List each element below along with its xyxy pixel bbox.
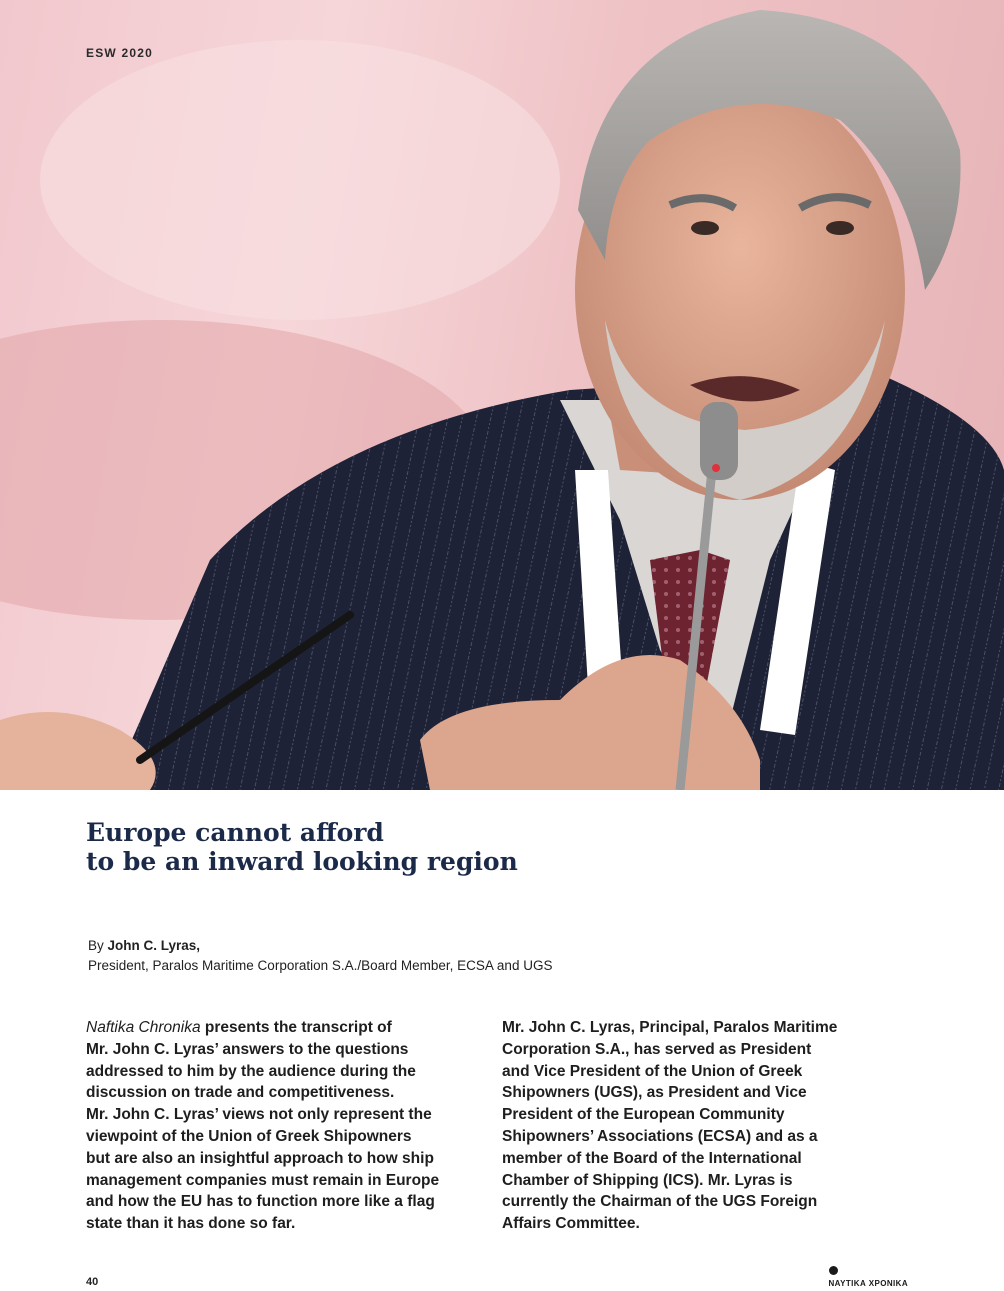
bio-line: Shipowners (UGS), as President and Vice: [502, 1084, 807, 1102]
bio-line: and Vice President of the Union of Greek: [502, 1062, 803, 1080]
publication-name: Naftika Chronika: [86, 1019, 201, 1036]
bio-line: member of the Board of the International: [502, 1149, 802, 1167]
magazine-logo-icon: [829, 1266, 838, 1275]
intro-line: Mr. John C. Lyras’ answers to the questions: [86, 1040, 409, 1058]
magazine-name: ΝΑΥΤΙΚΑ ΧΡΟΝΙΚΑ: [828, 1279, 908, 1288]
byline-author-line: [88, 936, 552, 956]
byline-author: John C. Lyras,: [107, 938, 201, 953]
intro-column-left: [86, 1017, 486, 1235]
article-title-line-2: to be an inward looking region: [86, 847, 518, 876]
intro-line: state than it has done so far.: [86, 1215, 296, 1233]
page-number: 40: [86, 1276, 99, 1288]
bio-line: Affairs Committee.: [502, 1215, 640, 1233]
intro-line: addressed to him by the audience during the: [86, 1062, 416, 1080]
bio-line: currently the Chairman of the UGS Foreign: [502, 1193, 818, 1211]
intro-line: but are also an insightful approach to how ship: [86, 1149, 434, 1167]
intro-line: Naftika Chronika presents the transcript of: [86, 1019, 392, 1036]
article-title: [86, 818, 686, 876]
bio-line: Corporation S.A., has served as President: [502, 1040, 812, 1058]
bio-line: President of the European Community: [502, 1106, 785, 1124]
intro-line: Mr. John C. Lyras’ views not only represent the: [86, 1106, 432, 1124]
bio-column-right: [502, 1017, 892, 1235]
magazine-logo: [829, 1269, 909, 1288]
bio-line: Mr. John C. Lyras, Principal, Paralos Maritime: [502, 1019, 838, 1036]
intro-line: viewpoint of the Union of Greek Shipowners: [86, 1127, 412, 1145]
intro-line: management companies must remain in Europe: [86, 1171, 440, 1189]
intro-line: and how the EU has to function more like a flag: [86, 1193, 435, 1211]
byline: [88, 936, 552, 976]
intro-line: discussion on trade and competitiveness.: [86, 1084, 395, 1102]
section-tag: ESW 2020: [86, 46, 153, 60]
byline-prefix: By: [88, 938, 108, 953]
byline-role: President, Paralos Maritime Corporation S.A./Board Member, ECSA and UGS: [88, 958, 553, 973]
bio-line: Chamber of Shipping (ICS). Mr. Lyras is: [502, 1171, 793, 1189]
article-title-line-1: Europe cannot afford: [86, 818, 384, 847]
bio-line: Shipowners’ Associations (ECSA) and as a: [502, 1127, 818, 1145]
